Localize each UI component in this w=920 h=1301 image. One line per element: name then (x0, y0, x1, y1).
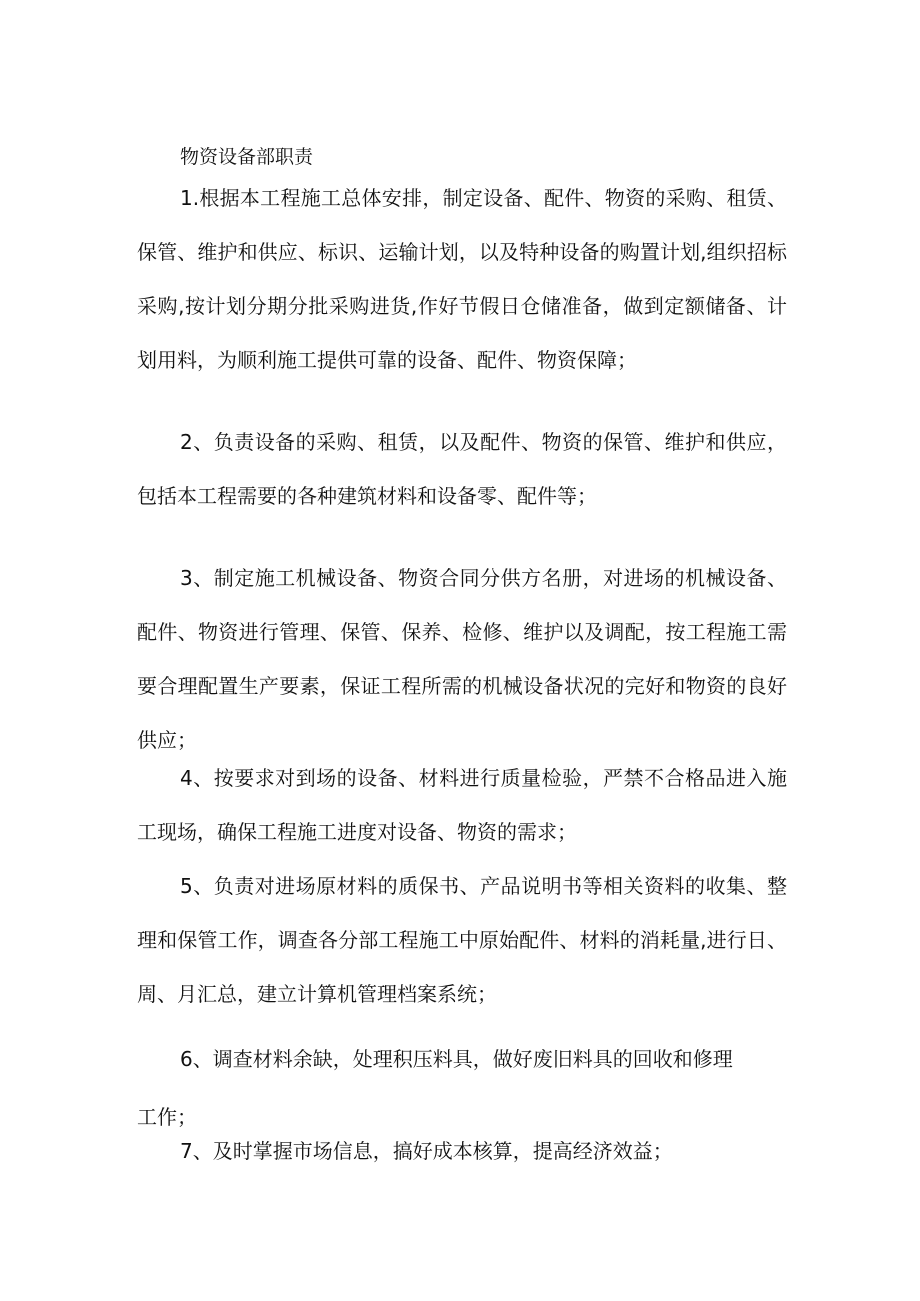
duty-item-3: 3、制定施工机械设备、物资合同分供方名册，对进场的机械设备、配件、物资进行管理、保管、保养、检修、维护以及调配，按工程施工需要合理配置生产要素，保证工程所需的机械设备状况的完好和物资的良好供应； (137, 566, 787, 752)
duty-item-6-continuation: 工作； (137, 1105, 197, 1129)
duty-item-4: 4、按要求对到场的设备、材料进行质量检验，严禁不合格品进入施工现场，确保工程施工进度对设备、物资的需求； (137, 766, 787, 844)
duty-item-6: 6、调查材料余缺，处理积压料具，做好废旧料具的回收和修理 (180, 1047, 733, 1071)
document-title: 物资设备部职责 (180, 146, 314, 168)
duty-item-2: 2、负责设备的采购、租赁，以及配件、物资的保管、维护和供应，包括本工程需要的各种建筑材料和设备零、配件等； (137, 430, 787, 508)
duty-item-1: 1.根据本工程施工总体安排，制定设备、配件、物资的采购、租赁、保管、维护和供应、标识、运输计划，以及特种设备的购置计划,组织招标采购,按计划分期分批采购进货,作好节假日仓储准备，做到定额储备、计划用料，为顺利施工提供可靠的设备、配件、物资保障； (137, 186, 787, 372)
duty-item-5: 5、负责对进场原材料的质保书、产品说明书等相关资料的收集、整理和保管工作，调查各分部工程施工中原始配件、材料的消耗量,进行日、周、月汇总，建立计算机管理档案系统； (137, 874, 787, 1006)
duty-item-7: 7、及时掌握市场信息，搞好成本核算，提高经济效益； (180, 1139, 673, 1163)
